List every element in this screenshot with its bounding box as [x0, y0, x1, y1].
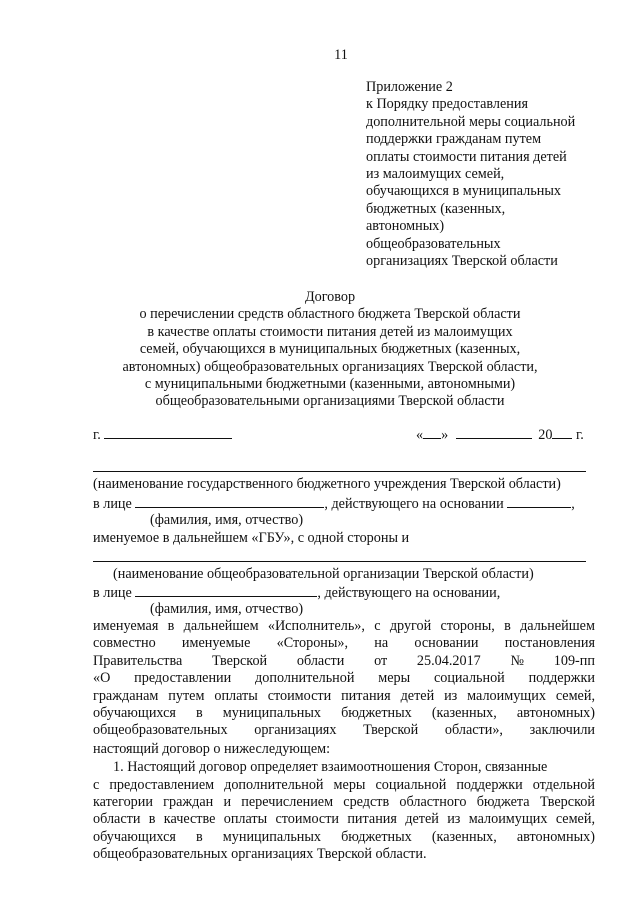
- word: Тверской: [539, 793, 595, 810]
- word: гражданам: [93, 687, 159, 704]
- word: качестве: [163, 811, 216, 828]
- appendix-line: обучающихся в муниципальных: [366, 183, 561, 200]
- word: предоставлении: [134, 670, 232, 687]
- word: из: [444, 687, 458, 704]
- party1-representative-line: [93, 494, 575, 513]
- word: «Исполнитель»,: [267, 618, 365, 634]
- word: малоимущих: [468, 811, 548, 828]
- word: Тверской: [212, 652, 268, 669]
- word: Правительства: [93, 652, 183, 669]
- party2-name-line: [93, 561, 586, 562]
- word: питания: [341, 687, 391, 704]
- party1-basis-text: , действующего на основании: [324, 496, 504, 512]
- party1-person-caption: (фамилия, имя, отчество): [150, 512, 304, 528]
- word: перечислением: [241, 793, 334, 810]
- appendix-line: общеобразовательных: [366, 235, 501, 252]
- word: поддержки: [456, 776, 523, 793]
- document-title: [60, 289, 600, 411]
- word: на: [374, 635, 389, 652]
- party1-referred: именуемое в дальнейшем «ГБУ», с одной стороны и: [93, 530, 410, 546]
- appendix-line: поддержки гражданам путем: [366, 131, 542, 148]
- word: социальной: [433, 670, 505, 687]
- word: путем: [168, 687, 205, 704]
- party2-person-blank: [135, 583, 317, 597]
- justified-line: [93, 722, 595, 739]
- word: из: [447, 811, 461, 828]
- word: предоставлением: [109, 776, 215, 793]
- city-blank: [104, 425, 232, 439]
- word: стороны,: [440, 618, 495, 634]
- party1-person-blank: [135, 494, 324, 508]
- justified-line: [93, 811, 595, 828]
- word: социальной: [375, 776, 447, 793]
- word: в: [504, 618, 511, 634]
- word: именуемые: [181, 635, 251, 652]
- city-field: [93, 425, 232, 444]
- party1-person-prefix: в лице: [93, 496, 132, 512]
- justified-line: [93, 794, 595, 811]
- word: семей,: [555, 687, 595, 704]
- clause1-last-line: общеобразовательных организациях Тверской области.: [93, 846, 427, 862]
- word: (казенных,: [431, 828, 497, 845]
- title-line: общеобразовательными организациями Тверской области: [155, 393, 505, 410]
- word: с: [93, 776, 100, 793]
- party1-name-line: [93, 471, 586, 472]
- word: в: [196, 705, 203, 721]
- party1-basis-suffix: ,: [571, 496, 575, 512]
- word: бюджетных: [341, 828, 412, 845]
- word: областного: [399, 793, 467, 810]
- word: «О: [93, 670, 111, 687]
- title-line: в качестве оплаты стоимости питания детей из малоимущих: [147, 323, 513, 340]
- appendix-line: дополнительной меры социальной: [366, 113, 576, 130]
- word: именуемая: [93, 618, 159, 634]
- word: стоимости: [275, 811, 340, 828]
- day-blank: [423, 425, 441, 439]
- word: общеобразовательных: [93, 722, 228, 739]
- word: питания: [347, 811, 397, 828]
- justified-line: [93, 829, 595, 846]
- word: другой: [389, 618, 432, 634]
- date-open-quote: «: [416, 427, 424, 443]
- word: детей: [405, 811, 439, 828]
- word: оплаты: [223, 811, 268, 828]
- appendix-line: Приложение 2: [366, 79, 453, 95]
- word: бюджета: [476, 793, 530, 810]
- party1-caption: (наименование государственного бюджетного учреждения Тверской области): [93, 476, 561, 492]
- word: совместно: [93, 635, 156, 652]
- date-close-quote: »: [441, 427, 449, 443]
- clause1-first-line: 1. Настоящий договор определяет взаимоотношения Сторон, связанные: [113, 759, 548, 775]
- title-line: о перечислении средств областного бюджета Тверской области: [139, 306, 521, 323]
- word: дополнительной: [224, 776, 324, 793]
- word: области»,: [444, 722, 503, 739]
- word: обучающихся: [93, 705, 176, 721]
- word: граждан: [163, 793, 214, 810]
- word: меры: [378, 670, 411, 687]
- word: «Стороны»,: [276, 635, 349, 652]
- justified-line: [93, 653, 595, 670]
- word: отдельной: [532, 776, 595, 793]
- word: автономных): [516, 705, 595, 721]
- appendix-header: [366, 79, 616, 270]
- justified-line: [93, 670, 595, 687]
- word: детей: [400, 687, 435, 704]
- preamble-last-line: настоящий договор о нижеследующем:: [93, 741, 331, 757]
- word: области: [93, 811, 141, 828]
- word: постановления: [504, 635, 595, 652]
- word: поддержки: [528, 670, 595, 687]
- month-blank: [456, 425, 532, 439]
- word: 109-пп: [553, 652, 595, 669]
- appendix-line: бюджетных (казенных,: [366, 200, 506, 217]
- party2-person-prefix: в лице: [93, 585, 132, 601]
- justified-line: [93, 618, 595, 635]
- party2-person-caption: (фамилия, имя, отчество): [150, 601, 304, 617]
- year-prefix: 20: [538, 427, 553, 443]
- year-suffix: г.: [576, 427, 584, 443]
- word: 25.04.2017: [416, 652, 481, 669]
- word: дополнительной: [255, 670, 355, 687]
- party2-caption: (наименование общеобразовательной организации Тверской области): [113, 566, 534, 582]
- appendix-line: автономных): [366, 218, 445, 235]
- word: семей,: [555, 811, 595, 828]
- word: муниципальных: [222, 705, 322, 721]
- word: Тверской: [363, 722, 419, 739]
- word: №: [510, 652, 525, 669]
- word: области: [296, 652, 345, 669]
- justified-line: [93, 688, 595, 705]
- word: оплаты: [214, 687, 258, 704]
- word: с: [374, 618, 381, 634]
- justified-line: [93, 705, 595, 722]
- word: от: [374, 652, 388, 669]
- justified-line: [93, 635, 595, 652]
- word: малоимущих: [467, 687, 546, 704]
- word: в: [167, 618, 175, 634]
- word: (казенных,: [431, 705, 497, 721]
- word: автономных): [516, 828, 595, 845]
- word: организациях: [254, 722, 337, 739]
- word: основании: [414, 635, 479, 652]
- word: в: [196, 828, 203, 845]
- appendix-line: организациях Тверской области: [366, 253, 558, 270]
- word: средств: [343, 793, 390, 810]
- year-blank: [552, 425, 572, 439]
- word: стоимости: [267, 687, 332, 704]
- justified-line: [93, 777, 595, 794]
- appendix-line: к Порядку предоставления: [366, 96, 528, 113]
- appendix-line: оплаты стоимости питания детей: [366, 148, 567, 165]
- word: меры: [333, 776, 366, 793]
- word: бюджетных: [341, 705, 412, 721]
- party2-representative-line: [93, 583, 500, 602]
- word: и: [223, 793, 232, 810]
- word: дальнейшем: [520, 618, 595, 634]
- party2-basis-text: , действующего на основании,: [317, 585, 501, 601]
- title-line: семей, обучающихся в муниципальных бюджетных (казенных,: [139, 341, 521, 358]
- word: заключили: [529, 722, 595, 739]
- word: муниципальных: [222, 828, 322, 845]
- word: дальнейшем: [183, 618, 259, 634]
- word: категории: [93, 793, 153, 810]
- page-number: 11: [334, 47, 348, 63]
- date-field: [416, 425, 584, 444]
- appendix-line: из малоимущих семей,: [366, 166, 505, 183]
- party1-basis-blank: [507, 494, 571, 508]
- word: обучающихся: [93, 828, 176, 845]
- city-prefix: г.: [93, 427, 101, 443]
- title-line: автономных) общеобразовательных организациях Тверской области,: [122, 358, 538, 375]
- title-line: с муниципальными бюджетными (казенными, автономными): [144, 376, 516, 393]
- title-heading: Договор: [304, 289, 356, 305]
- word: в: [148, 811, 156, 828]
